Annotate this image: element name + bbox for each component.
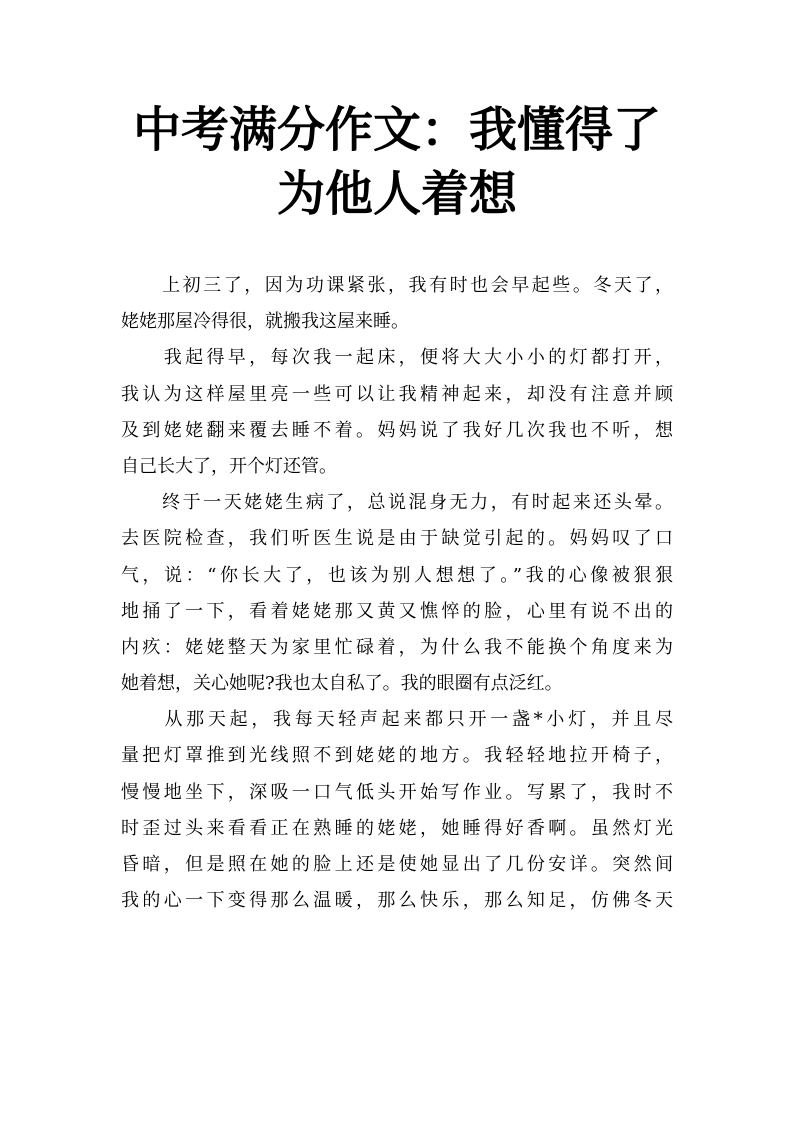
text-line: 我的心一下变得那么温暖，那么快乐，那么知足，仿佛冬天 [121, 890, 673, 912]
text-line: 自己长大了，开个灯还管。 [121, 455, 337, 477]
paragraph-2 [121, 340, 673, 485]
text-line: 慢慢地坐下，深吸一口气低头开始写作业。写累了，我时不 [121, 781, 673, 803]
paragraph-1 [121, 268, 673, 340]
text-line: 上初三了，因为功课紧张，我有时也会早起些。冬天了， [121, 275, 673, 296]
document-body [121, 268, 673, 919]
paragraph-3 [121, 485, 673, 702]
text-line: 姥姥那屋冷得很，就搬我这屋来睡。 [121, 311, 409, 333]
text-line: 我起得早，每次我一起床，便将大大小小的灯都打开， [121, 347, 673, 369]
text-line: 及到姥姥翻来覆去睡不着。妈妈说了我好几次我也不听，想 [121, 419, 673, 441]
text-line: 昏暗，但是照在她的脸上还是使她显出了几份安详。突然间 [121, 854, 673, 875]
title-line-2: 为他人着想 [276, 166, 517, 222]
text-line: 从那天起，我每天轻声起来都只开一盏*小灯，并且尽 [121, 709, 673, 731]
text-line: 去医院检查，我们听医生说是由于缺觉引起的。妈妈叹了口 [121, 528, 673, 550]
text-line: 时歪过头来看看正在熟睡的姥姥，她睡得好香啊。虽然灯光 [121, 817, 673, 839]
document-title [100, 98, 694, 226]
text-line: 终于一天姥姥生病了，总说混身无力，有时起来还头晕。 [121, 492, 673, 514]
text-line: 她着想，关心她呢?我也太自私了。我的眼圈有点泛红。 [121, 673, 563, 695]
text-line: 内疚：姥姥整天为家里忙碌着，为什么我不能换个角度来为 [121, 636, 673, 658]
title-line-1: 中考满分作文：我懂得了 [132, 102, 661, 158]
text-line: 地捅了一下，看着姥姥那又黄又憔悴的脸，心里有说不出的 [121, 600, 673, 622]
text-line: 气，说：“你长大了，也该为别人想想了。”我的心像被狠狠 [121, 564, 673, 586]
text-line: 量把灯罩推到光线照不到姥姥的地方。我轻轻地拉开椅子， [121, 745, 673, 767]
paragraph-4 [121, 702, 673, 919]
text-line: 我认为这样屋里亮一些可以让我精神起来，却没有注意并顾 [121, 383, 673, 405]
